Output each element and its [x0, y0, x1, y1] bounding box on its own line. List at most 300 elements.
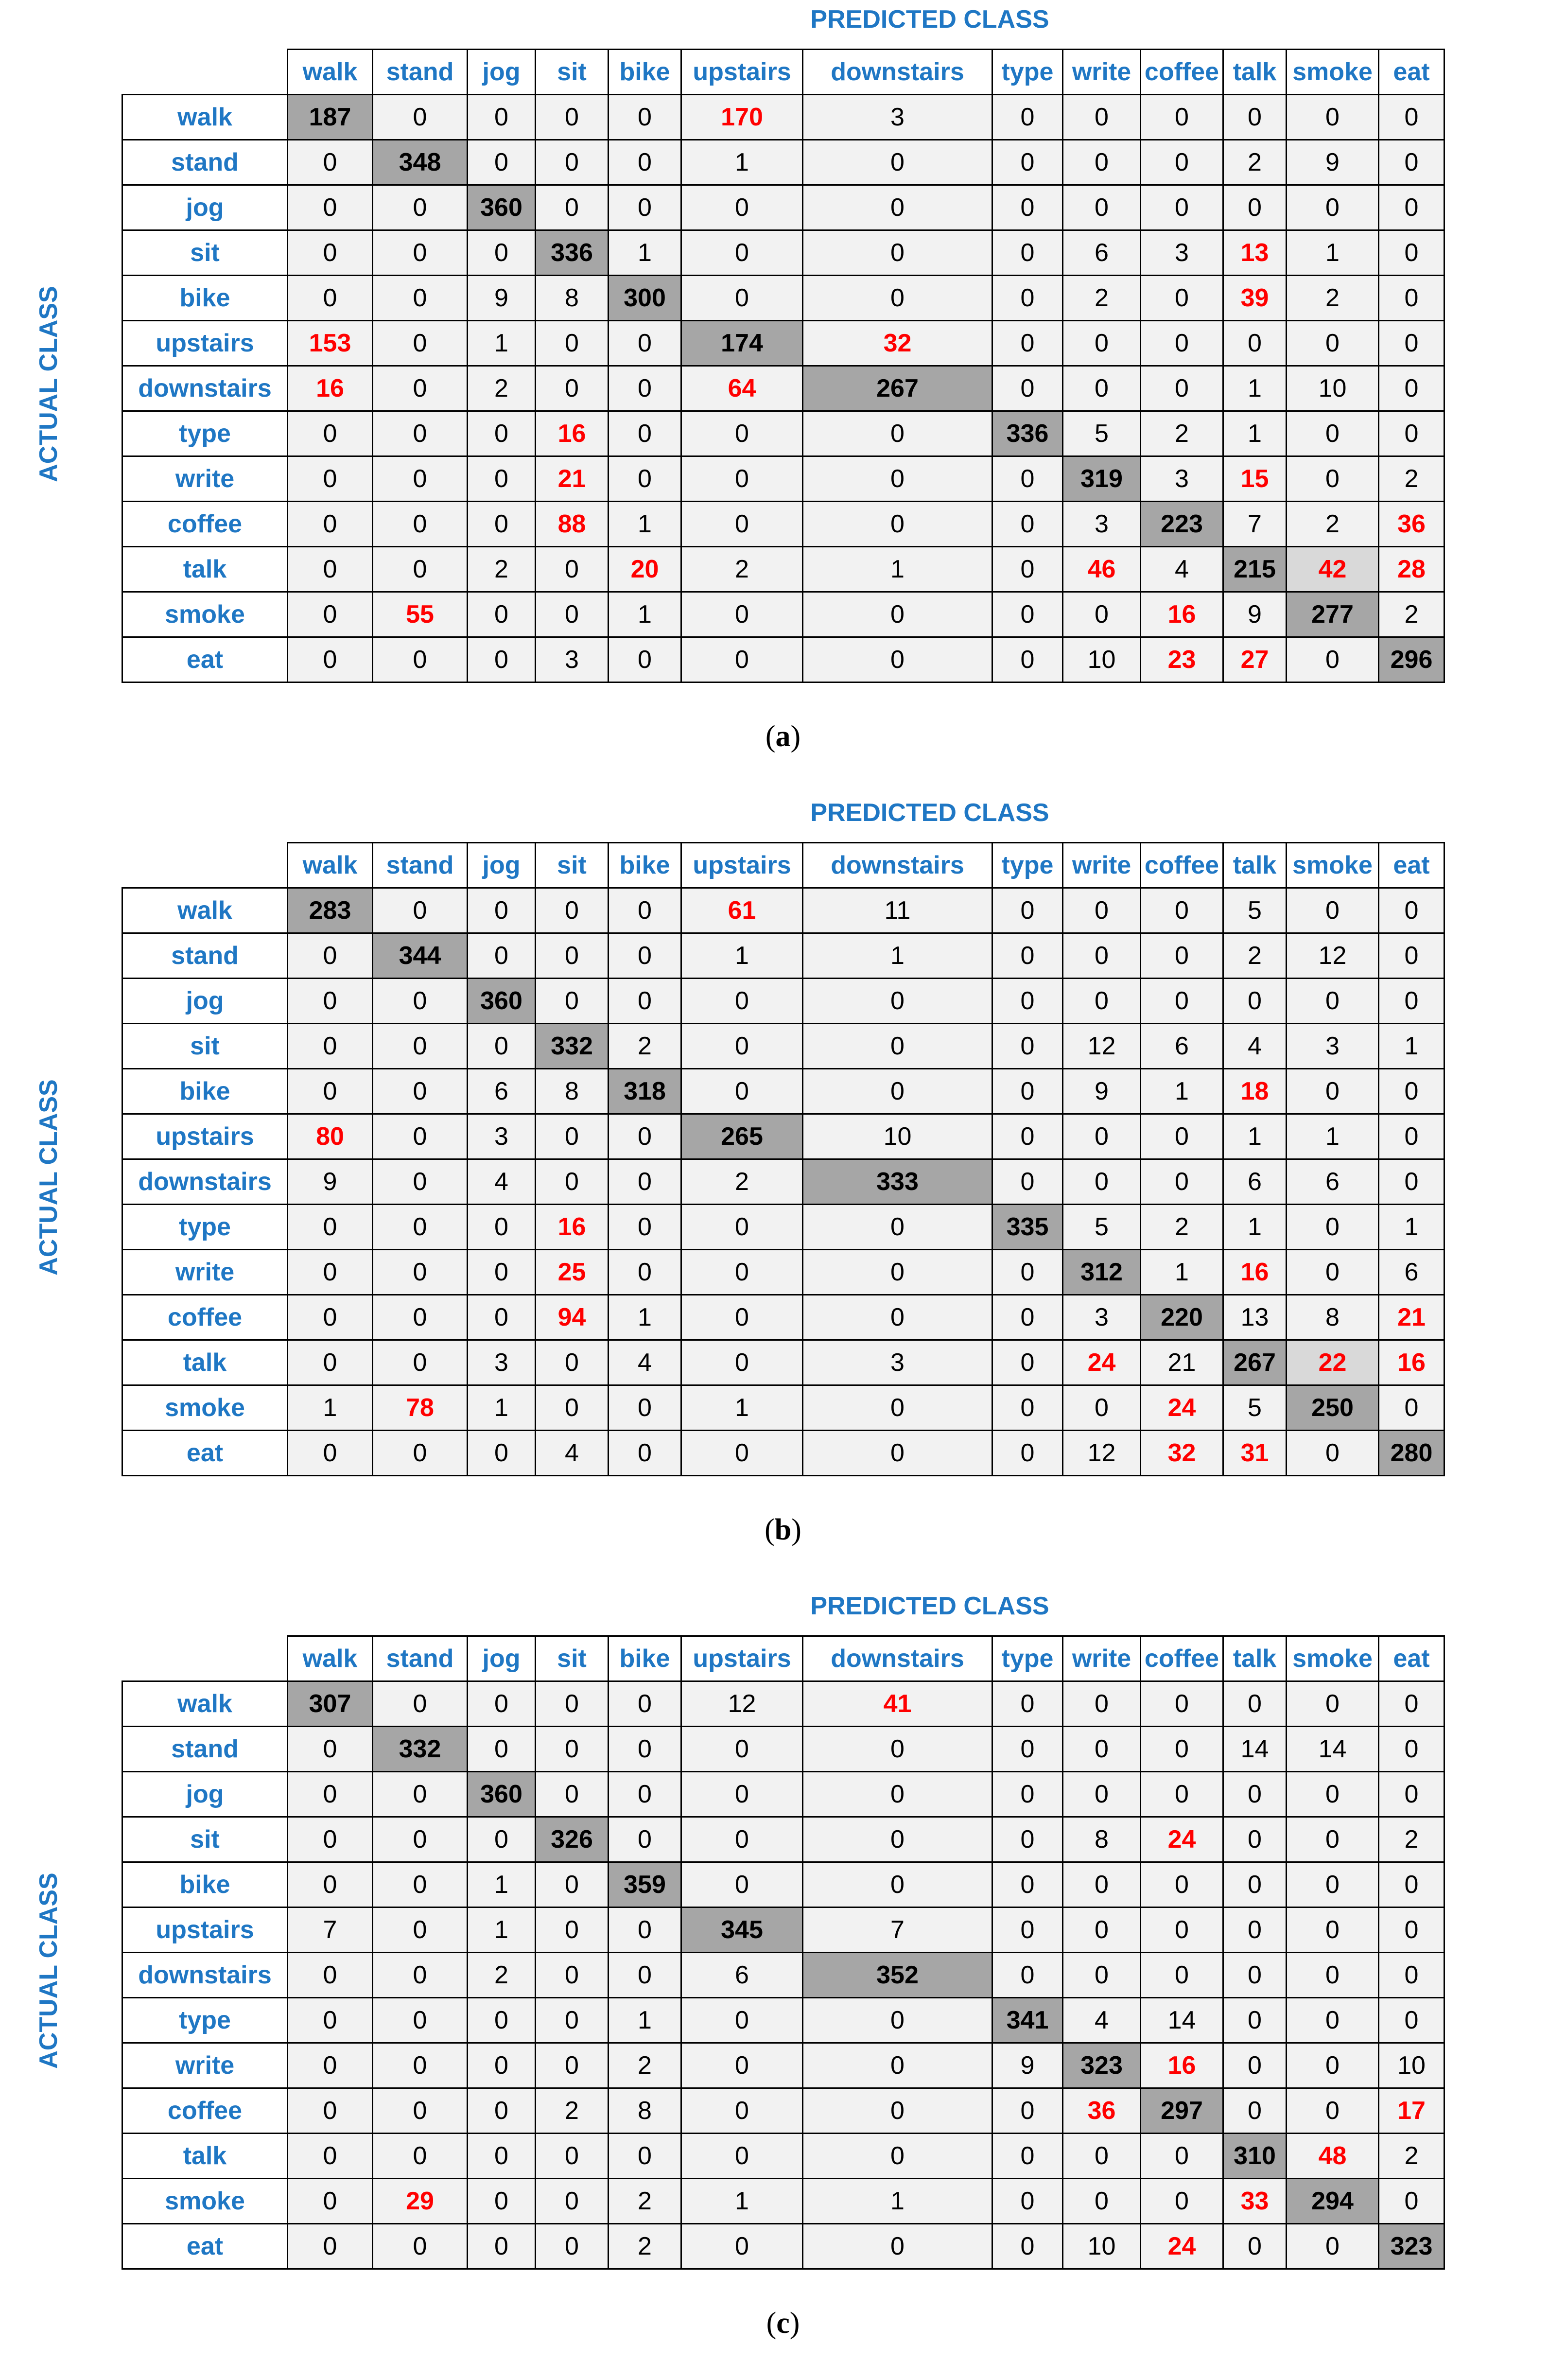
- row-header-smoke: smoke: [122, 592, 288, 637]
- matrix-cell: 0: [288, 547, 373, 592]
- matrix-cell: 153: [288, 321, 373, 366]
- confusion-matrix-table: [122, 49, 1445, 683]
- matrix-cell: 4: [609, 1340, 681, 1385]
- matrix-cell: 0: [1063, 366, 1141, 411]
- row-header-stand: stand: [122, 1727, 288, 1772]
- matrix-cell: 0: [288, 1862, 373, 1908]
- table-row: [122, 321, 1444, 366]
- row-header-walk: walk: [122, 1681, 288, 1727]
- row-header-talk: talk: [122, 2134, 288, 2179]
- matrix-cell: 0: [373, 1817, 468, 1862]
- matrix-cell: 2: [681, 547, 803, 592]
- matrix-cell: 0: [1223, 2088, 1287, 2134]
- diagonal-cell: 323: [1379, 2224, 1444, 2269]
- matrix-cell: 0: [609, 933, 681, 979]
- matrix-cell: 0: [373, 2134, 468, 2179]
- matrix-cell: 0: [1379, 1862, 1444, 1908]
- matrix-cell: 1: [681, 140, 803, 185]
- matrix-cell: 0: [1287, 2043, 1379, 2088]
- matrix-cell: 0: [536, 366, 609, 411]
- table-row: [122, 140, 1444, 185]
- matrix-cell: 0: [536, 2134, 609, 2179]
- matrix-cell: 0: [1063, 592, 1141, 637]
- matrix-cell: 0: [288, 1024, 373, 1069]
- matrix-cell: 0: [681, 2043, 803, 2088]
- matrix-cell: 0: [992, 2134, 1063, 2179]
- matrix-cell: 1: [1379, 1024, 1444, 1069]
- matrix-cell: 2: [1379, 1817, 1444, 1862]
- matrix-cell: 2: [609, 2179, 681, 2224]
- row-header-type: type: [122, 1205, 288, 1250]
- matrix-cell: 0: [373, 1024, 468, 1069]
- matrix-cell: 0: [681, 276, 803, 321]
- matrix-cell: 9: [468, 276, 536, 321]
- row-header-talk: talk: [122, 1340, 288, 1385]
- column-header-bike: bike: [609, 843, 681, 888]
- matrix-cell: 3: [468, 1114, 536, 1159]
- matrix-cell: 2: [1223, 140, 1287, 185]
- matrix-cell: 29: [373, 2179, 468, 2224]
- matrix-cell: 0: [1063, 95, 1141, 140]
- matrix-cell: 13: [1223, 230, 1287, 276]
- matrix-cell: 0: [1287, 1681, 1379, 1727]
- table-row: [122, 95, 1444, 140]
- matrix-cell: 0: [609, 1114, 681, 1159]
- matrix-cell: 5: [1223, 1385, 1287, 1431]
- matrix-cell: 3: [536, 637, 609, 682]
- matrix-cell: 4: [1223, 1024, 1287, 1069]
- diagonal-cell: 360: [468, 185, 536, 230]
- matrix-cell: 9: [992, 2043, 1063, 2088]
- matrix-cell: 5: [1063, 1205, 1141, 1250]
- diagonal-cell: 223: [1141, 502, 1223, 547]
- column-header-talk: talk: [1223, 843, 1287, 888]
- matrix-cell: 9: [288, 1159, 373, 1205]
- column-header-jog: jog: [468, 843, 536, 888]
- actual-class-label: ACTUAL CLASS: [35, 286, 63, 482]
- matrix-cell: 0: [1379, 1908, 1444, 1953]
- matrix-grid: [122, 49, 1445, 683]
- matrix-cell: 0: [609, 366, 681, 411]
- column-header-smoke: smoke: [1287, 1636, 1379, 1681]
- matrix-cell: 1: [1379, 1205, 1444, 1250]
- matrix-cell: 0: [373, 502, 468, 547]
- matrix-cell: 0: [1287, 1817, 1379, 1862]
- matrix-grid: [122, 842, 1445, 1476]
- matrix-cell: 3: [1063, 502, 1141, 547]
- matrix-cell: 0: [468, 637, 536, 682]
- matrix-cell: 0: [681, 1998, 803, 2043]
- matrix-cell: 0: [1063, 1159, 1141, 1205]
- matrix-cell: 0: [1223, 1998, 1287, 2043]
- caption-letter: a: [775, 720, 791, 753]
- matrix-cell: 0: [681, 1817, 803, 1862]
- row-header-write: write: [122, 456, 288, 502]
- matrix-cell: 0: [468, 502, 536, 547]
- matrix-cell: 10: [1063, 2224, 1141, 2269]
- matrix-cell: 1: [681, 1385, 803, 1431]
- matrix-cell: 0: [1287, 1998, 1379, 2043]
- matrix-cell: 17: [1379, 2088, 1444, 2134]
- matrix-cell: 78: [373, 1385, 468, 1431]
- matrix-cell: 0: [1287, 979, 1379, 1024]
- matrix-cell: 0: [803, 637, 992, 682]
- matrix-cell: 21: [536, 456, 609, 502]
- table-row: [122, 276, 1444, 321]
- matrix-cell: 2: [1379, 592, 1444, 637]
- matrix-cell: 14: [1141, 1998, 1223, 2043]
- diagonal-cell: 297: [1141, 2088, 1223, 2134]
- row-header-write: write: [122, 2043, 288, 2088]
- diagonal-cell: 220: [1141, 1295, 1223, 1340]
- matrix-cell: 23: [1141, 637, 1223, 682]
- matrix-cell: 0: [681, 1772, 803, 1817]
- diagonal-cell: 332: [536, 1024, 609, 1069]
- matrix-cell: 0: [803, 276, 992, 321]
- matrix-cell: 0: [288, 979, 373, 1024]
- matrix-cell: 0: [1141, 1908, 1223, 1953]
- matrix-cell: 0: [1223, 1817, 1287, 1862]
- caption-letter: b: [774, 1513, 792, 1546]
- matrix-cell: 0: [681, 456, 803, 502]
- matrix-cell: 0: [1141, 1862, 1223, 1908]
- matrix-cell: 0: [536, 979, 609, 1024]
- matrix-cell: 1: [609, 502, 681, 547]
- matrix-cell: 0: [373, 185, 468, 230]
- matrix-cell: 0: [1287, 1772, 1379, 1817]
- matrix-cell: 48: [1287, 2134, 1379, 2179]
- matrix-cell: 0: [1223, 95, 1287, 140]
- matrix-cell: 0: [288, 637, 373, 682]
- column-header-sit: sit: [536, 1636, 609, 1681]
- matrix-cell: 0: [1223, 2224, 1287, 2269]
- corner-cell: [122, 50, 288, 95]
- diagonal-cell: 296: [1379, 637, 1444, 682]
- matrix-cell: 0: [1141, 2134, 1223, 2179]
- matrix-cell: 0: [681, 2134, 803, 2179]
- matrix-cell: 0: [1141, 1159, 1223, 1205]
- matrix-cell: 6: [1287, 1159, 1379, 1205]
- matrix-cell: 0: [681, 1431, 803, 1476]
- matrix-cell: 0: [536, 2224, 609, 2269]
- row-header-coffee: coffee: [122, 502, 288, 547]
- column-header-write: write: [1063, 50, 1141, 95]
- matrix-cell: 0: [992, 1250, 1063, 1295]
- table-row: [122, 1250, 1444, 1295]
- matrix-cell: 1: [1287, 230, 1379, 276]
- matrix-cell: 21: [1379, 1295, 1444, 1340]
- diagonal-cell: 215: [1223, 547, 1287, 592]
- matrix-cell: 0: [681, 979, 803, 1024]
- panel-caption: (a): [765, 720, 801, 753]
- matrix-cell: 2: [468, 366, 536, 411]
- matrix-cell: 0: [373, 2088, 468, 2134]
- matrix-cell: 1: [468, 321, 536, 366]
- row-header-coffee: coffee: [122, 1295, 288, 1340]
- matrix-cell: 10: [803, 1114, 992, 1159]
- matrix-cell: 0: [373, 1681, 468, 1727]
- matrix-cell: 0: [373, 637, 468, 682]
- confusion-matrix-table: [122, 1635, 1445, 2270]
- matrix-cell: 0: [1063, 1727, 1141, 1772]
- matrix-cell: 0: [373, 276, 468, 321]
- matrix-cell: 0: [803, 1998, 992, 2043]
- matrix-cell: 0: [288, 2179, 373, 2224]
- matrix-cell: 0: [992, 95, 1063, 140]
- diagonal-cell: 359: [609, 1862, 681, 1908]
- matrix-cell: 1: [1141, 1250, 1223, 1295]
- matrix-cell: 2: [1379, 2134, 1444, 2179]
- matrix-cell: 0: [803, 592, 992, 637]
- matrix-cell: 0: [1287, 411, 1379, 456]
- row-header-stand: stand: [122, 933, 288, 979]
- matrix-cell: 0: [536, 1727, 609, 1772]
- matrix-cell: 0: [803, 1205, 992, 1250]
- matrix-cell: 24: [1063, 1340, 1141, 1385]
- matrix-cell: 0: [1223, 1953, 1287, 1998]
- matrix-cell: 0: [992, 547, 1063, 592]
- matrix-cell: 0: [1063, 888, 1141, 933]
- table-row: [122, 1431, 1444, 1476]
- matrix-cell: 0: [803, 1772, 992, 1817]
- table-row: [122, 1069, 1444, 1114]
- matrix-cell: 10: [1379, 2043, 1444, 2088]
- matrix-cell: 0: [468, 2179, 536, 2224]
- matrix-cell: 0: [803, 1862, 992, 1908]
- matrix-cell: 0: [288, 1953, 373, 1998]
- matrix-cell: 0: [288, 592, 373, 637]
- confusion-matrix-table: [122, 842, 1445, 1476]
- diagonal-cell: 352: [803, 1953, 992, 1998]
- matrix-cell: 24: [1141, 1385, 1223, 1431]
- matrix-cell: 0: [609, 1908, 681, 1953]
- matrix-cell: 0: [536, 2043, 609, 2088]
- matrix-cell: 0: [609, 411, 681, 456]
- diagonal-cell: 277: [1287, 592, 1379, 637]
- header-row: [122, 843, 1444, 888]
- matrix-cell: 0: [609, 1681, 681, 1727]
- matrix-cell: 0: [1287, 1250, 1379, 1295]
- matrix-cell: 0: [373, 1862, 468, 1908]
- matrix-cell: 6: [681, 1953, 803, 1998]
- matrix-cell: 0: [288, 230, 373, 276]
- confusion-matrix-panel-c: [0, 1587, 1566, 2380]
- matrix-cell: 0: [1379, 140, 1444, 185]
- matrix-cell: 0: [373, 95, 468, 140]
- actual-class-title: [5, 286, 92, 482]
- table-row: [122, 1908, 1444, 1953]
- matrix-cell: 80: [288, 1114, 373, 1159]
- matrix-cell: 0: [609, 185, 681, 230]
- matrix-cell: 1: [468, 1385, 536, 1431]
- matrix-cell: 1: [1223, 366, 1287, 411]
- actual-class-label: ACTUAL CLASS: [35, 1079, 63, 1276]
- matrix-cell: 0: [992, 1862, 1063, 1908]
- matrix-cell: 0: [609, 979, 681, 1024]
- matrix-cell: 0: [373, 1114, 468, 1159]
- matrix-cell: 2: [1141, 1205, 1223, 1250]
- matrix-cell: 0: [609, 321, 681, 366]
- matrix-cell: 0: [992, 2179, 1063, 2224]
- matrix-cell: 22: [1287, 1340, 1379, 1385]
- matrix-cell: 0: [373, 411, 468, 456]
- matrix-cell: 0: [992, 502, 1063, 547]
- matrix-cell: 0: [992, 637, 1063, 682]
- row-header-sit: sit: [122, 1817, 288, 1862]
- table-row: [122, 592, 1444, 637]
- matrix-cell: 2: [468, 1953, 536, 1998]
- matrix-cell: 18: [1223, 1069, 1287, 1114]
- predicted-class-title: PREDICTED CLASS: [810, 1592, 1049, 1620]
- matrix-cell: 0: [1379, 979, 1444, 1024]
- column-header-upstairs: upstairs: [681, 50, 803, 95]
- matrix-cell: 0: [1223, 1681, 1287, 1727]
- column-header-talk: talk: [1223, 50, 1287, 95]
- column-header-sit: sit: [536, 50, 609, 95]
- actual-class-title: [5, 1079, 92, 1276]
- matrix-cell: 0: [992, 1431, 1063, 1476]
- matrix-cell: 36: [1063, 2088, 1141, 2134]
- matrix-cell: 0: [992, 1069, 1063, 1114]
- matrix-cell: 0: [468, 140, 536, 185]
- row-header-bike: bike: [122, 1069, 288, 1114]
- matrix-cell: 0: [803, 140, 992, 185]
- matrix-cell: 0: [992, 1908, 1063, 1953]
- matrix-cell: 0: [992, 1024, 1063, 1069]
- matrix-cell: 0: [992, 1159, 1063, 1205]
- matrix-cell: 0: [803, 456, 992, 502]
- column-header-walk: walk: [288, 843, 373, 888]
- matrix-cell: 0: [1063, 1953, 1141, 1998]
- matrix-cell: 0: [609, 140, 681, 185]
- matrix-cell: 8: [1063, 1817, 1141, 1862]
- matrix-cell: 55: [373, 592, 468, 637]
- matrix-cell: 2: [468, 547, 536, 592]
- matrix-cell: 0: [1379, 1953, 1444, 1998]
- diagonal-cell: 294: [1287, 2179, 1379, 2224]
- matrix-cell: 0: [373, 366, 468, 411]
- column-header-stand: stand: [373, 1636, 468, 1681]
- matrix-cell: 0: [536, 1772, 609, 1817]
- matrix-cell: 0: [288, 1295, 373, 1340]
- matrix-cell: 0: [288, 1431, 373, 1476]
- matrix-cell: 21: [1141, 1340, 1223, 1385]
- matrix-cell: 16: [1141, 2043, 1223, 2088]
- matrix-cell: 39: [1223, 276, 1287, 321]
- matrix-cell: 0: [373, 230, 468, 276]
- column-header-upstairs: upstairs: [681, 843, 803, 888]
- matrix-cell: 0: [803, 1069, 992, 1114]
- matrix-cell: 0: [1223, 185, 1287, 230]
- matrix-cell: 0: [468, 1205, 536, 1250]
- table-row: [122, 502, 1444, 547]
- matrix-cell: 0: [681, 1205, 803, 1250]
- column-header-bike: bike: [609, 50, 681, 95]
- matrix-cell: 0: [803, 2088, 992, 2134]
- row-header-write: write: [122, 1250, 288, 1295]
- diagonal-cell: 344: [373, 933, 468, 979]
- matrix-cell: 0: [609, 1727, 681, 1772]
- matrix-cell: 0: [681, 1250, 803, 1295]
- row-header-jog: jog: [122, 979, 288, 1024]
- diagonal-cell: 174: [681, 321, 803, 366]
- matrix-cell: 0: [1379, 2179, 1444, 2224]
- matrix-cell: 4: [1141, 547, 1223, 592]
- matrix-cell: 0: [468, 1998, 536, 2043]
- matrix-cell: 0: [373, 2043, 468, 2088]
- matrix-cell: 0: [609, 1159, 681, 1205]
- row-header-type: type: [122, 411, 288, 456]
- matrix-cell: 0: [373, 1159, 468, 1205]
- column-header-jog: jog: [468, 1636, 536, 1681]
- matrix-cell: 0: [536, 1385, 609, 1431]
- matrix-cell: 0: [468, 592, 536, 637]
- matrix-cell: 0: [1141, 366, 1223, 411]
- matrix-cell: 0: [992, 1772, 1063, 1817]
- matrix-cell: 0: [468, 2043, 536, 2088]
- matrix-cell: 0: [373, 321, 468, 366]
- matrix-cell: 2: [681, 1159, 803, 1205]
- matrix-cell: 0: [803, 411, 992, 456]
- row-header-eat: eat: [122, 2224, 288, 2269]
- matrix-cell: 0: [681, 1295, 803, 1340]
- row-header-walk: walk: [122, 888, 288, 933]
- matrix-cell: 0: [468, 1295, 536, 1340]
- matrix-cell: 0: [288, 933, 373, 979]
- matrix-cell: 1: [1223, 411, 1287, 456]
- matrix-cell: 0: [536, 933, 609, 979]
- matrix-cell: 0: [468, 1817, 536, 1862]
- matrix-cell: 0: [681, 2224, 803, 2269]
- matrix-cell: 32: [803, 321, 992, 366]
- column-header-bike: bike: [609, 1636, 681, 1681]
- matrix-cell: 0: [1287, 2224, 1379, 2269]
- matrix-cell: 3: [468, 1340, 536, 1385]
- column-header-downstairs: downstairs: [803, 50, 992, 95]
- table-row: [122, 1953, 1444, 1998]
- matrix-cell: 0: [536, 1998, 609, 2043]
- row-header-bike: bike: [122, 1862, 288, 1908]
- diagonal-cell: 341: [992, 1998, 1063, 2043]
- matrix-cell: 0: [288, 1727, 373, 1772]
- matrix-cell: 0: [288, 1069, 373, 1114]
- matrix-cell: 0: [681, 1340, 803, 1385]
- matrix-cell: 0: [803, 1385, 992, 1431]
- table-row: [122, 1024, 1444, 1069]
- matrix-cell: 0: [468, 1431, 536, 1476]
- matrix-cell: 0: [373, 456, 468, 502]
- matrix-cell: 0: [1287, 1431, 1379, 1476]
- matrix-cell: 0: [1141, 979, 1223, 1024]
- row-header-sit: sit: [122, 230, 288, 276]
- matrix-cell: 7: [288, 1908, 373, 1953]
- table-row: [122, 2179, 1444, 2224]
- matrix-cell: 0: [468, 1250, 536, 1295]
- matrix-cell: 12: [1063, 1431, 1141, 1476]
- matrix-cell: 1: [803, 2179, 992, 2224]
- matrix-cell: 0: [609, 1772, 681, 1817]
- matrix-cell: 0: [1141, 140, 1223, 185]
- matrix-cell: 2: [1379, 456, 1444, 502]
- table-row: [122, 1727, 1444, 1772]
- row-header-coffee: coffee: [122, 2088, 288, 2134]
- matrix-cell: 0: [373, 888, 468, 933]
- matrix-cell: 0: [1063, 185, 1141, 230]
- diagonal-cell: 310: [1223, 2134, 1287, 2179]
- matrix-cell: 24: [1141, 1817, 1223, 1862]
- matrix-cell: 8: [536, 276, 609, 321]
- matrix-cell: 0: [373, 547, 468, 592]
